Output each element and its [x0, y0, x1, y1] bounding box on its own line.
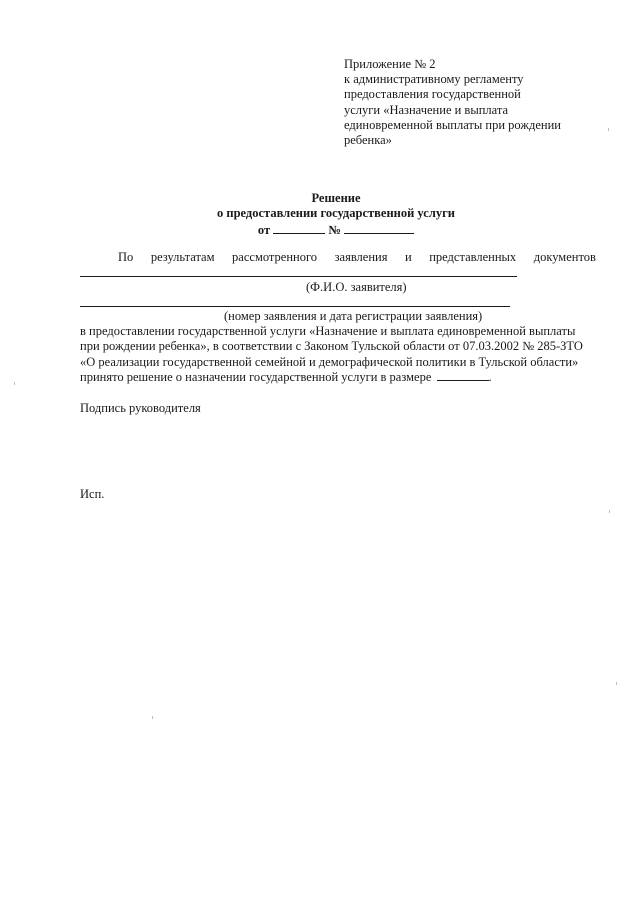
appendix-header: [344, 57, 584, 148]
application-number-rule: [80, 306, 510, 307]
results-line: [118, 250, 596, 265]
appendix-line: услуги «Назначение и выплата: [344, 102, 509, 117]
title-line-2: о предоставлении государственной услуги: [217, 206, 455, 221]
scan-speck: [616, 682, 617, 685]
results-word: представленных: [429, 250, 517, 264]
number-blank: [344, 222, 414, 234]
appendix-line: Приложение № 2: [344, 57, 436, 71]
appendix-line: к административному регламенту: [344, 72, 524, 87]
appendix-line: предоставления государственной: [344, 87, 521, 102]
body-line: «О реализации государственной семейной и демографической политики в Тульской области»: [80, 354, 579, 369]
signature-label: Подпись руководителя: [80, 401, 201, 415]
results-word: рассмотренного: [232, 250, 318, 264]
decision-body: [80, 324, 600, 385]
body-line: при рождении ребенка», в соответствии с Законом Тульской области от 07.03.2002 № 285-ЗТО: [80, 339, 583, 354]
scan-speck: [609, 510, 610, 513]
results-word: По: [118, 250, 134, 264]
results-word: заявления: [334, 250, 388, 264]
results-word: и: [405, 250, 412, 264]
from-label: от: [257, 222, 271, 237]
amount-blank: [437, 370, 489, 381]
title-line-1: Решение: [311, 191, 361, 205]
body-line-text: принято решение о назначении государственной услуги в размере: [80, 369, 432, 384]
decision-title: [0, 191, 640, 238]
date-blank: [273, 222, 325, 234]
applicant-name-rule: [80, 276, 517, 277]
appendix-line: ребенка»: [344, 133, 392, 148]
body-line: в предоставлении государственной услуги «Назначение и выплата единовременной выплаты: [80, 324, 576, 338]
application-caption: (номер заявления и дата регистрации заявления): [224, 309, 483, 323]
scan-speck: [608, 128, 609, 131]
results-word: документов: [533, 250, 596, 264]
appendix-line: единовременной выплаты при рождении: [344, 117, 561, 132]
applicant-caption: (Ф.И.О. заявителя): [306, 280, 407, 294]
scan-speck: [152, 716, 153, 719]
executor-label: Исп.: [80, 487, 105, 501]
number-label: №: [328, 222, 341, 237]
body-line-amount: [80, 370, 600, 385]
scan-speck: [14, 382, 15, 385]
body-line-end: .: [488, 369, 492, 384]
title-date-number-line: [0, 222, 640, 238]
results-word: результатам: [150, 250, 215, 264]
